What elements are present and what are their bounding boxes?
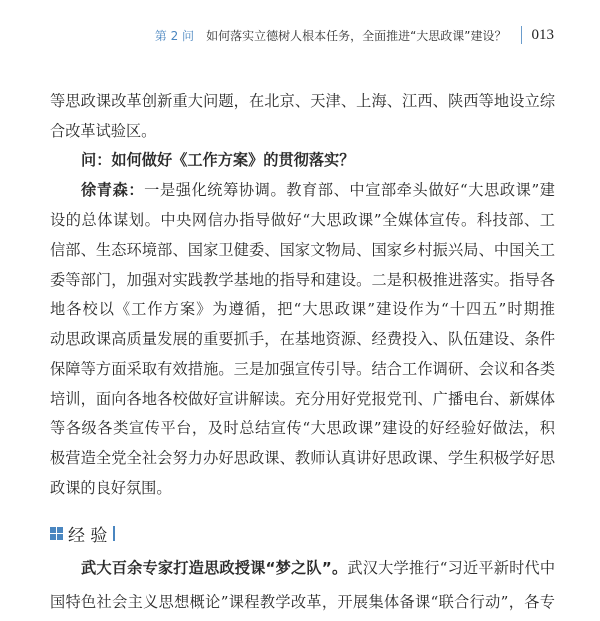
question-heading: 问：如何做好《工作方案》的贯彻落实？ — [81, 151, 355, 169]
paragraph-line: 培训，面向各地各校做好宣讲解读。充分用好党报党刊、广播电台、新媒体 — [50, 390, 555, 408]
paragraph-line: 信部、生态环境部、国家卫健委、国家文物局、国家乡村振兴局、中国关工 — [50, 241, 555, 259]
paragraph-line: 地各校以《工作方案》为遵循，把“大思政课”建设作为“十四五”时期推 — [50, 300, 555, 318]
heading-bar — [113, 526, 115, 541]
speaker-name: 徐青森： — [81, 181, 145, 199]
page-number: 013 — [531, 26, 554, 43]
paragraph-line: 等各级各类宣传平台，及时总结宣传“大思政课”建设的好经验好做法，积 — [50, 419, 555, 437]
paragraph-line: 国特色社会主义思想概论”课程教学改革，开展集体备课“联合行动”，各专 — [50, 593, 555, 611]
grid-square-icon — [50, 527, 63, 540]
section-title: 经 验 — [68, 526, 108, 546]
paragraph-line: 设的总体谋划。中央网信办指导做好“大思政课”全媒体宣传。科技部、工 — [50, 211, 555, 229]
header-divider — [521, 26, 522, 44]
experience-text: 武汉大学推行“习近平新时代中 — [347, 559, 556, 577]
answer-text: 一是强化统筹协调。教育部、中宣部牵头做好“大思政课”建 — [144, 181, 555, 199]
paragraph-line: 极营造全党全社会努力办好思政课、教师认真讲好思政课、学生积极学好思 — [50, 449, 555, 467]
paragraph-line: 动思政课高质量发展的重要抓手，在基地资源、经费投入、队伍建设、条件 — [50, 330, 555, 348]
chapter-label: 第 2 问 — [154, 28, 195, 43]
experience-first-line — [81, 558, 555, 578]
answer-first-line — [81, 180, 555, 200]
experience-title: 武大百余专家打造思政授课“梦之队”。 — [81, 559, 348, 577]
paragraph-line: 政课的良好氛围。 — [50, 479, 172, 497]
section-heading-experience — [50, 521, 115, 546]
paragraph-line: 委等部门，加强对实践教学基地的指导和建设。二是积极推进落实。指导各 — [50, 271, 555, 289]
running-header — [155, 26, 554, 44]
chapter-title: 如何落实立德树人根本任务，全面推进“大思政课”建设？ — [206, 28, 507, 43]
paragraph-line: 保障等方面采取有效措施。三是加强宣传引导。结合工作调研、会议和各类 — [50, 360, 555, 378]
paragraph-line: 合改革试验区。 — [50, 122, 157, 140]
paragraph-line: 等思政课改革创新重大问题，在北京、天津、上海、江西、陕西等地设立综 — [50, 92, 555, 110]
